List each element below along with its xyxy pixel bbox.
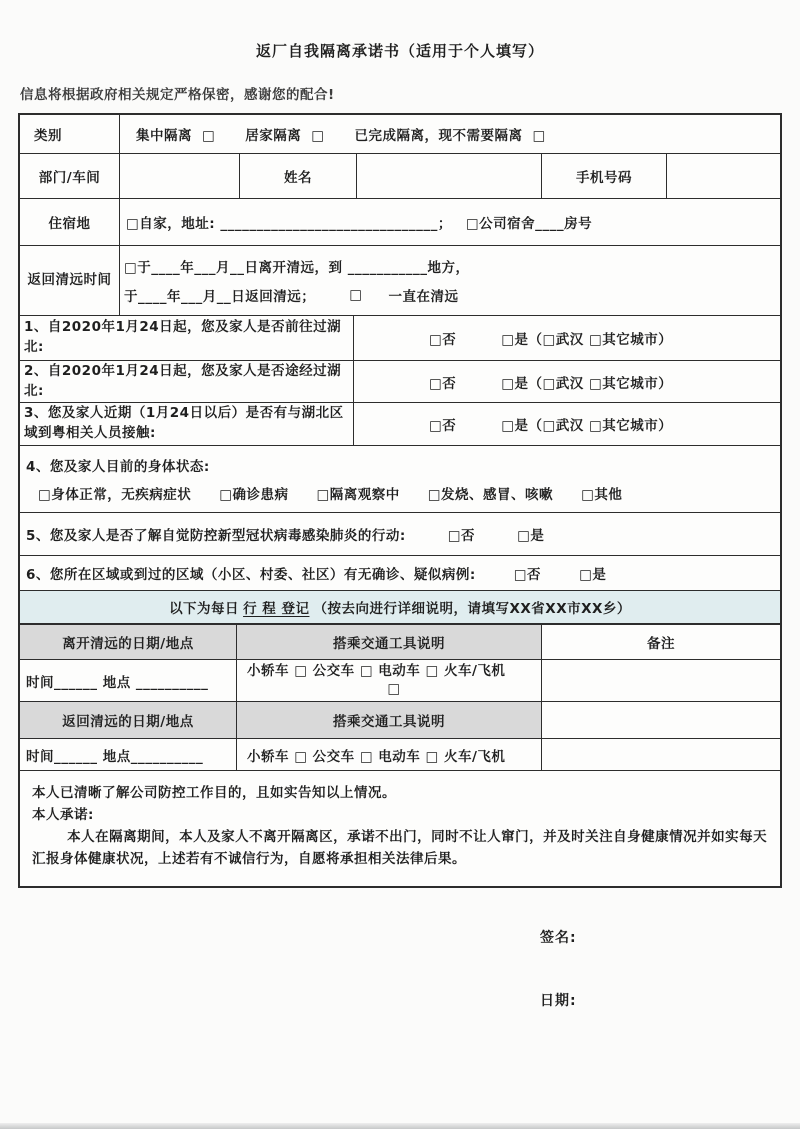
return-time-fields [120, 246, 780, 315]
category-option-home [245, 124, 324, 144]
question1-text: 1、自2020年1月24日起，您及家人是否前往过湖北: [20, 316, 354, 360]
category-row [20, 115, 780, 153]
q4-other-checkbox[interactable]: □其他 [581, 487, 623, 504]
transport-header: 搭乘交通工具说明 [237, 625, 542, 659]
category-label: 类别 [20, 115, 120, 153]
trip-log-banner-row [20, 590, 780, 624]
declaration-row [20, 770, 780, 886]
declaration-line2: 本人承诺: [32, 806, 94, 823]
always-in-qingyuan-checkbox[interactable]: □ [349, 287, 363, 304]
q4-confirmed-checkbox[interactable]: □确诊患病 [219, 487, 289, 504]
leave-entry-row [20, 659, 780, 701]
question6-no-checkbox[interactable]: □否 [513, 567, 542, 583]
residence-dorm-option[interactable]: □公司宿舍____房号 [465, 216, 593, 232]
declaration-cell [20, 771, 780, 886]
q4-fever-checkbox[interactable]: □发烧、感冒、咳嗽 [427, 487, 554, 504]
leave-transport-options[interactable] [237, 660, 542, 701]
question2-no-checkbox[interactable]: □否 [429, 375, 457, 392]
leave-header-row [20, 624, 780, 659]
question1-row [20, 315, 780, 360]
residence-row [20, 198, 780, 245]
question4-row [20, 445, 780, 512]
question5-yes-checkbox[interactable]: □是 [517, 528, 545, 544]
always-in-qingyuan-label: 一直在清远 [388, 289, 459, 306]
banner-suffix: （按去向进行详细说明，请填写XX省XX市XX乡） [313, 601, 631, 617]
identity-row [20, 153, 780, 198]
question5-row [20, 512, 780, 555]
question3-yes-checkbox[interactable]: □是（□武汉 □其它城市） [501, 418, 673, 434]
return-remarks-header-blank [542, 702, 780, 738]
return-transport-options[interactable]: 小轿车 □ 公交车 □ 电动车 □ 火车/飞机 [237, 739, 542, 770]
return-date-place-header: 返回清远的日期/地点 [20, 702, 237, 738]
name-input[interactable] [357, 154, 542, 198]
banner-underlined-title: 行 程 登记 [243, 601, 310, 617]
question5-text: 5、您及家人是否了解自觉防控新型冠状病毒感染肺炎的行动: [26, 528, 406, 544]
leave-transport-line1[interactable]: 小轿车 □ 公交车 □ 电动车 □ 火车/飞机 [247, 662, 506, 679]
home-quarantine-checkbox[interactable]: □ [311, 128, 325, 144]
return-time-line2-text[interactable]: 于____年___月__日返回清远； [124, 289, 316, 306]
question6-text: 6、您所在区域或到过的区域（小区、村委、社区）有无确诊、疑似病例: [26, 567, 476, 583]
trip-log-banner [20, 591, 780, 623]
category-options [120, 115, 780, 153]
form-table [18, 113, 782, 888]
question5-no-checkbox[interactable]: □否 [447, 528, 476, 544]
question4-text: 4、您及家人目前的身体状态: [26, 458, 210, 475]
completed-checkbox[interactable]: □ [532, 128, 546, 144]
question3-options [354, 403, 780, 445]
category-option-completed [355, 124, 546, 144]
question2-text: 2、自2020年1月24日起，您及家人是否途经过湖北: [20, 361, 354, 402]
question5-cell [20, 513, 780, 555]
page-title: 返厂自我隔离承诺书（适用于个人填写） [255, 42, 544, 60]
return-time-place-input[interactable]: 时间______ 地点__________ [20, 739, 237, 770]
question3-text: 3、您及家人近期（1月24日以后）是否有与湖北区域到粤相关人员接触: [20, 403, 354, 445]
return-entry-row [20, 738, 780, 770]
return-transport-header: 搭乘交通工具说明 [237, 702, 542, 738]
declaration-paragraph: 本人在隔离期间，本人及家人不离开隔离区，承诺不出门，同时不让人窜门，并及时关注自身健康情况并如实每天汇报身体健康状况，上述若有不诚信行为，自愿将承担相关法律后果。 [32, 828, 768, 867]
date-label: 日期: [540, 993, 577, 1009]
category-option-home-label: 居家隔离 [245, 128, 302, 144]
leave-date-place-header: 离开清远的日期/地点 [20, 625, 237, 659]
category-option-centralized [136, 124, 215, 144]
question6-yes-checkbox[interactable]: □是 [579, 567, 607, 583]
question1-options [354, 316, 780, 360]
residence-home-option[interactable]: □自家，地址: ______________________________； [126, 216, 452, 232]
q4-observation-checkbox[interactable]: □隔离观察中 [316, 487, 400, 504]
q4-normal-checkbox[interactable]: □身体正常，无疾病症状 [38, 487, 192, 504]
phone-input[interactable] [667, 154, 780, 198]
question6-cell [20, 556, 780, 590]
question3-row [20, 402, 780, 445]
signature-label: 签名: [540, 930, 577, 946]
declaration-line1: 本人已清晰了解公司防控工作目的，且如实告知以上情况。 [32, 785, 396, 801]
question6-row [20, 555, 780, 590]
question1-no-checkbox[interactable]: □否 [429, 332, 457, 348]
question4-options [26, 483, 622, 503]
question2-row [20, 360, 780, 402]
question3-no-checkbox[interactable]: □否 [429, 418, 457, 434]
phone-label: 手机号码 [542, 154, 667, 198]
question2-options [354, 361, 780, 402]
return-time-line2 [124, 285, 459, 305]
return-time-label: 返回清远时间 [20, 246, 120, 315]
banner-prefix: 以下为每日 [169, 601, 240, 617]
return-remarks-input[interactable] [542, 739, 780, 770]
question1-yes-checkbox[interactable]: □是（□武汉 □其它城市） [501, 332, 673, 348]
question4-cell [20, 446, 780, 512]
remarks-header: 备注 [647, 636, 675, 652]
category-option-centralized-label: 集中隔离 [136, 128, 192, 144]
question2-yes-checkbox[interactable]: □是（□武汉 □其它城市） [501, 375, 673, 392]
page-bottom-edge [0, 1123, 800, 1129]
leave-transport-line2-checkbox[interactable]: □ [387, 680, 401, 697]
department-input[interactable] [120, 154, 240, 198]
leave-time-place-input[interactable]: 时间______ 地点 __________ [20, 660, 237, 701]
residence-label: 住宿地 [20, 199, 120, 245]
privacy-note: 信息将根据政府相关规定严格保密，感谢您的配合! [20, 87, 335, 103]
return-header-row [20, 701, 780, 738]
leave-remarks-input[interactable] [542, 660, 780, 701]
centralized-checkbox[interactable]: □ [202, 128, 216, 144]
category-option-completed-label: 已完成隔离，现不需要隔离 [354, 128, 523, 144]
return-time-row [20, 245, 780, 315]
return-time-line1[interactable]: □于____年___月__日离开清远，到 ___________地方， [124, 259, 470, 276]
residence-options [120, 199, 780, 245]
name-label: 姓名 [240, 154, 357, 198]
department-label: 部门/车间 [20, 154, 120, 198]
